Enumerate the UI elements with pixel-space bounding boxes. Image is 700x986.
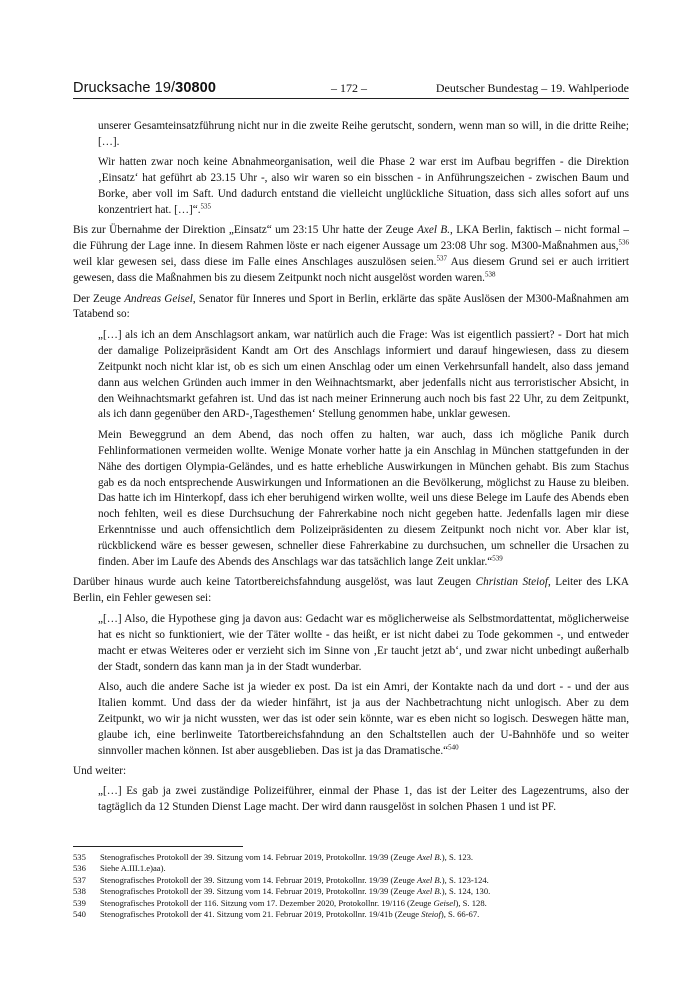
italic-name: Axel B.: [416, 874, 442, 885]
document-number-prefix: Drucksache 19/: [73, 80, 176, 96]
header-rule: [73, 98, 629, 99]
paragraph: [73, 223, 629, 287]
text-run: Wir hatten zwar noch keine Abnahmeorganisation, weil die Phase 2 war erst im Aufbau begriffen - die Direktion ‚Einsatz‘ hat geführt ab 23.15 Uhr -, also wir waren so ein bisschen - in Anführungszeichen - zwischen Baum und Borke, aber voll im Saft. Und dadurch entstand die vielleicht unglückliche Situation, dass sich alles sofort auf uns konzentriert hat. […]“.: [98, 156, 629, 217]
text-run: ), S. 124, 130.: [441, 886, 491, 897]
text-run: Und weiter:: [73, 764, 127, 777]
text-run: Mein Beweggrund an dem Abend, das noch offen zu halten, war auch, dass ich mögliche Panik durch Fehlinformationen vermeiden wollte. Wenige Monate vorher hatte ja ein Anschlag in München stattgefunden in der Nähe des dortigen Olympia-Geländes, und es hatte erhebliche Auswirkungen in München gehabt. Bis zum Stachus gab es da noch entsprechende Auswirkungen und Informationen an die Bevölkerung, möglichst zu Hause zu bleiben. Das hatte ich im Hinterkopf, dass ich eher beruhigend wirken wollte, weil uns diese Belege im Laufe des Abends eben noch fehlten, weil es diese Durchsuchung der Fahrerkabine noch nicht gegeben hatte. Jedenfalls lagen mir diese Erkenntnisse und auch offensichtlich dem Polizeipräsidenten zu diesem Zeitpunkt noch nicht vor. Aber klar ist, rückblickend wäre es besser gewesen, schneller diese Fahrerkabine zu durchsuchen, um schneller die Ursachen zu finden. Aber im Laufe des Abends des Anschlags war das tatsächlich lange Zeit unklar.“: [98, 428, 629, 569]
text-run: ), S. 123.: [441, 852, 474, 862]
body-text: [73, 119, 629, 821]
paragraph: [73, 292, 629, 324]
text-run: Stenografisches Protokoll der 116. Sitzung vom 17. Dezember 2020, Protokollnr. 19/116 (Zeuge: [100, 897, 434, 908]
footnote-text: [100, 863, 166, 874]
text-run: Siehe A.III.1.e)aa).: [100, 863, 166, 874]
italic-name: Andreas Geisel: [124, 292, 193, 305]
footnote-ref: 538: [484, 270, 496, 279]
text-run: , LKA Berlin, faktisch – nicht formal – die Führung der Lage inne. In diesem Rahmen löste er nach eigener Aussage um 23:08 Uhr sog. M300-Maßnahmen aus,: [73, 224, 629, 253]
text-run: „[…] Es gab ja zwei zuständige Polizeiführer, einmal der Phase 1, das ist der Leiter des Lagezentrums, also der tagtäglich da 12 Stunden Dienst Lage macht. Der wird dann rausgelöst in solchen Phasen 1 und ist PF.: [98, 785, 629, 814]
text-run: , Leiter des LKA Berlin, ein Fehler gewesen sei:: [73, 576, 629, 605]
footnote: [73, 875, 629, 886]
text-run: , Senator für Inneres und Sport in Berlin, erklärte das späte Auslösen der M300-Maßnahmen am Tatabend so:: [73, 292, 629, 321]
footnote: [73, 852, 629, 863]
text-run: Darüber hinaus wurde auch keine Tatortbereichsfahndung ausgelöst, was laut Zeugen: [73, 576, 476, 589]
footnote-number: 540: [73, 909, 86, 920]
footnote: [73, 863, 629, 874]
text-run: Stenografisches Protokoll der 41. Sitzung vom 21. Februar 2019, Protokollnr. 19/41b (Zeuge: [100, 909, 422, 920]
footnotes: [73, 852, 629, 920]
footnote-number: 537: [73, 874, 86, 885]
italic-name: Steiof: [421, 909, 441, 920]
footnote-ref: 540: [448, 742, 459, 751]
footnote-text: [100, 886, 490, 897]
quote-paragraph: [98, 612, 629, 676]
text-run: Der Zeuge: [73, 292, 125, 305]
italic-name: Axel B.: [416, 852, 442, 862]
quote-paragraph: [98, 119, 629, 151]
text-run: Stenografisches Protokoll der 39. Sitzung vom 14. Februar 2019, Protokollnr. 19/39 (Zeuge: [100, 852, 417, 862]
page-number: – 172 –: [331, 81, 367, 95]
text-run: Stenografisches Protokoll der 39. Sitzung vom 14. Februar 2019, Protokollnr. 19/39 (Zeuge: [100, 874, 417, 885]
paragraph: [73, 575, 629, 607]
text-run: Aus diesem Grund sei er auch irritiert gewesen, dass die Maßnahmen bis zu diesem Zeitpunkt noch nicht ausgelöst worden waren.: [73, 256, 629, 285]
text-run: „[…] als ich an dem Anschlagsort ankam, war natürlich auch die Frage: Was ist eigentlich passiert? - Dort hat mich der damalige Polizeipräsident Kandt am Ort des Anschlags informiert und darauf hingewiesen, dass zu diesem Zeitpunkt noch nicht klar ist, ob es sich um einen Anschlag oder um einen Verkehrsunfall handelt, also dass jemand dann aus welchen Gründen auch immer in den Weihnachtsmarkt, aber jedenfalls nicht aus terroristischer Absicht, in den Weihnachtsmarkt gefahren ist. Und das ist nach meiner Erinnerung auch noch bis fast 22 Uhr, zu dem Zeitpunkt, als ich dann gegenüber den ARD-‚Tagesthemen‘ Stellung genommen habe, unklar gewesen.: [98, 328, 629, 421]
text-run: weil klar gewesen sei, dass diese im Falle eines Anschlages auszulösen seien.: [73, 256, 437, 269]
italic-name: Geisel: [433, 897, 456, 908]
text-run: „[…] Also, die Hypothese ging ja davon aus: Gedacht war es möglicherweise als Selbstmordattentat, möglicherweise hat es nicht so funktioniert, wie der Täter wollte - das heißt, er ist nicht dabei zu Tode gekommen -, und entweder macht er etwas Weiteres oder er verzieht sich im Sinne von ‚Er taucht jetzt ab‘, und zwar nicht unbedingt außerhalb der Stadt, sondern das kann man ja in der Stadt wunderbar.: [98, 612, 629, 673]
quote-paragraph: [98, 328, 629, 423]
footnote-number: 539: [73, 897, 86, 908]
quote-paragraph: [98, 428, 629, 571]
page-header: [73, 80, 629, 98]
footnote-ref: 537: [436, 254, 447, 263]
publisher: Deutscher Bundestag – 19. Wahlperiode: [435, 81, 629, 95]
footnote-text: [100, 909, 479, 920]
text-run: unserer Gesamteinsatzführung nicht nur in die zweite Reihe gerutscht, sondern, wenn man so will, in die dritte Reihe; […].: [98, 120, 629, 148]
quote-paragraph: [98, 155, 629, 219]
text-run: ), S. 123-124.: [441, 874, 489, 885]
quote-paragraph: [98, 784, 629, 816]
footnote-number: 538: [73, 886, 86, 897]
text-run: ), S. 128.: [455, 897, 487, 908]
footnote-number: 536: [73, 863, 86, 874]
footnote-text: [100, 875, 489, 886]
italic-name: Axel B.: [417, 224, 451, 237]
footnote-text: [100, 852, 473, 863]
quote-paragraph: [98, 680, 629, 760]
footnote: [73, 886, 629, 897]
footnote-ref: 535: [200, 202, 212, 211]
text-run: Also, auch die andere Sache ist ja wieder ex post. Da ist ein Amri, der Kontakte nach da und dort - - und der aus Italien kommt. Und dass der da wieder hinfährt, ist ja aus der Nachbetrachtung nicht unlogisch. Aber zu dem Zeitpunkt, wo wir ja nicht wussten, wer das ist oder sein könnte, war es eben nicht so logisch. Deswegen hätte man, glaube ich, eine berlinweite Tatortbereichsfahndung an den Schaltstellen auch der U-Bahnhöfe und so weiter sinnvoller machen können. Ist aber ausgeblieben. Das ist ja das Dramatische.“: [98, 680, 629, 757]
document-number-bold: 30800: [175, 80, 216, 96]
footnote-ref: 539: [492, 554, 503, 563]
footnote: [73, 909, 629, 920]
paragraph: [73, 764, 629, 780]
italic-name: Axel B.: [416, 886, 442, 897]
text-run: Bis zur Übernahme der Direktion „Einsatz“ um 23:15 Uhr hatte der Zeuge: [73, 224, 418, 237]
footnote: [73, 898, 629, 909]
footnote-ref: 536: [618, 238, 629, 247]
document-number: [73, 80, 216, 96]
footnote-rule: [73, 846, 243, 847]
italic-name: Christian Steiof: [475, 576, 548, 589]
text-run: ), S. 66-67.: [440, 909, 480, 920]
footnote-number: 535: [73, 852, 86, 862]
footnote-text: [100, 898, 487, 909]
text-run: Stenografisches Protokoll der 39. Sitzung vom 14. Februar 2019, Protokollnr. 19/39 (Zeuge: [100, 886, 417, 897]
